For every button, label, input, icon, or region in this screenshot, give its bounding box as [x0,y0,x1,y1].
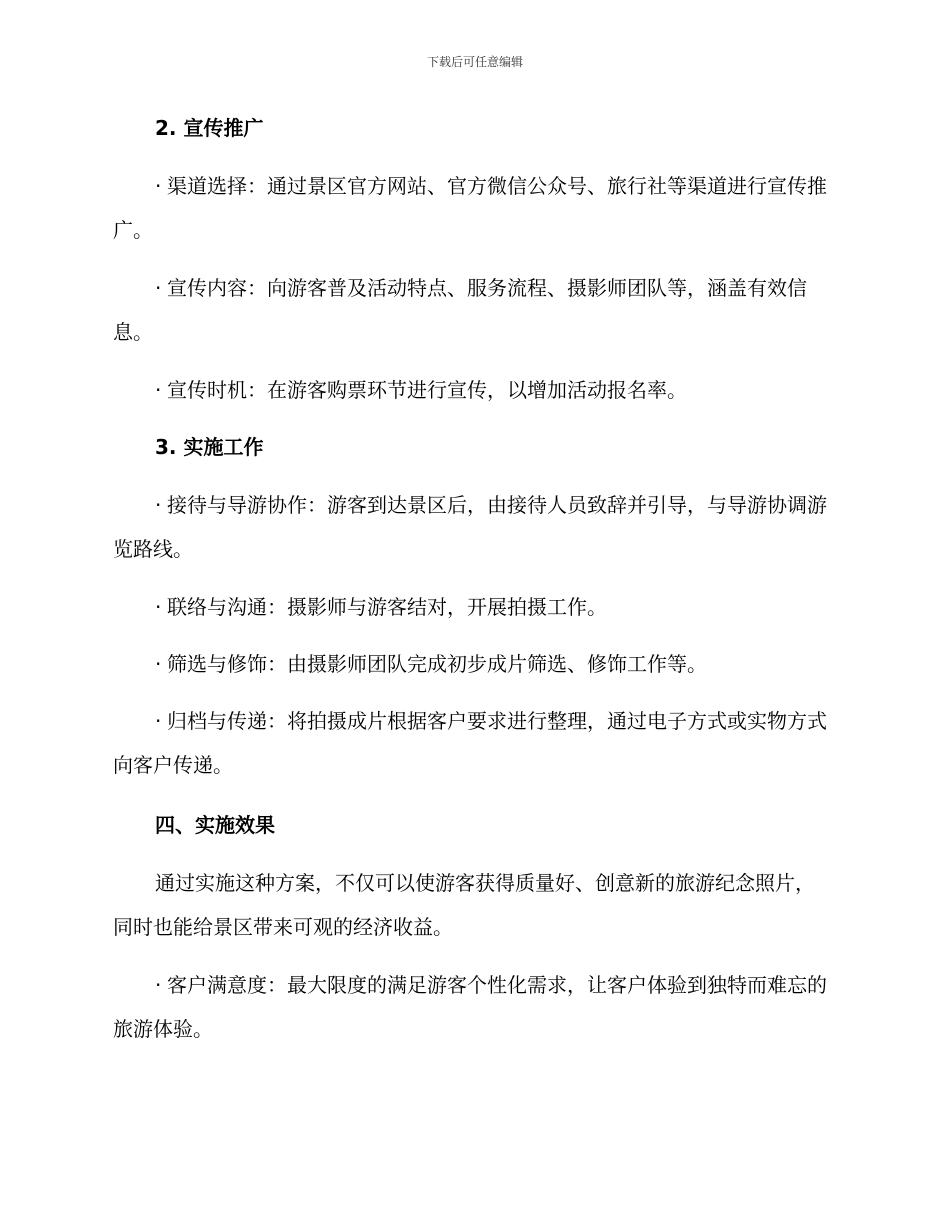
bullet-channel-selection [113,164,833,252]
bullet-text: 归档与传递：将拍摄成片根据客户要求进行整理，通过电子方式或实物方式向客户传递。 [113,709,827,777]
bullet-dot: · [155,378,162,402]
section-heading-publicity: 2. 宣传推广 [155,116,264,140]
page-header-note: 下载后可任意编辑 [426,55,523,69]
bullet-text: 渠道选择：通过景区官方网站、官方微信公众号、旅行社等渠道进行宣传推广。 [113,174,827,242]
bullet-text: 筛选与修饰：由摄影师团队完成初步成片筛选、修饰工作等。 [167,652,707,676]
bullet-publicity-content [113,266,833,354]
bullet-archiving [113,699,833,787]
bullet-text: 联络与沟通：摄影师与游客结对，开展拍摄工作。 [167,595,607,619]
bullet-text: 宣传内容：向游客普及活动特点、服务流程、摄影师团队等，涵盖有效信息。 [113,276,807,344]
bullet-dot: · [155,652,162,676]
section-heading-implementation: 3. 实施工作 [155,435,264,459]
bullet-publicity-timing [113,368,833,412]
effects-intro-paragraph: 通过实施这种方案，不仅可以使游客获得质量好、创意新的旅游纪念照片，同时也能给景区带来可观的经济收益。 [113,871,815,939]
bullet-dot: · [155,973,162,997]
bullet-text: 接待与导游协作：游客到达景区后，由接待人员致辞并引导，与导游协调游览路线。 [113,493,827,561]
bullet-dot: · [155,174,162,198]
bullet-screening [113,642,833,686]
bullet-dot: · [155,709,162,733]
bullet-reception-guide [113,483,833,571]
bullet-liaison [113,585,833,629]
bullet-text: 宣传时机：在游客购票环节进行宣传，以增加活动报名率。 [167,378,687,402]
bullet-text: 客户满意度：最大限度的满足游客个性化需求，让客户体验到独特而难忘的旅游体验。 [113,973,827,1041]
bullet-dot: · [155,276,162,300]
section-heading-effects: 四、实施效果 [155,813,275,837]
bullet-dot: · [155,595,162,619]
bullet-customer-satisfaction [113,963,833,1051]
bullet-dot: · [155,493,162,517]
